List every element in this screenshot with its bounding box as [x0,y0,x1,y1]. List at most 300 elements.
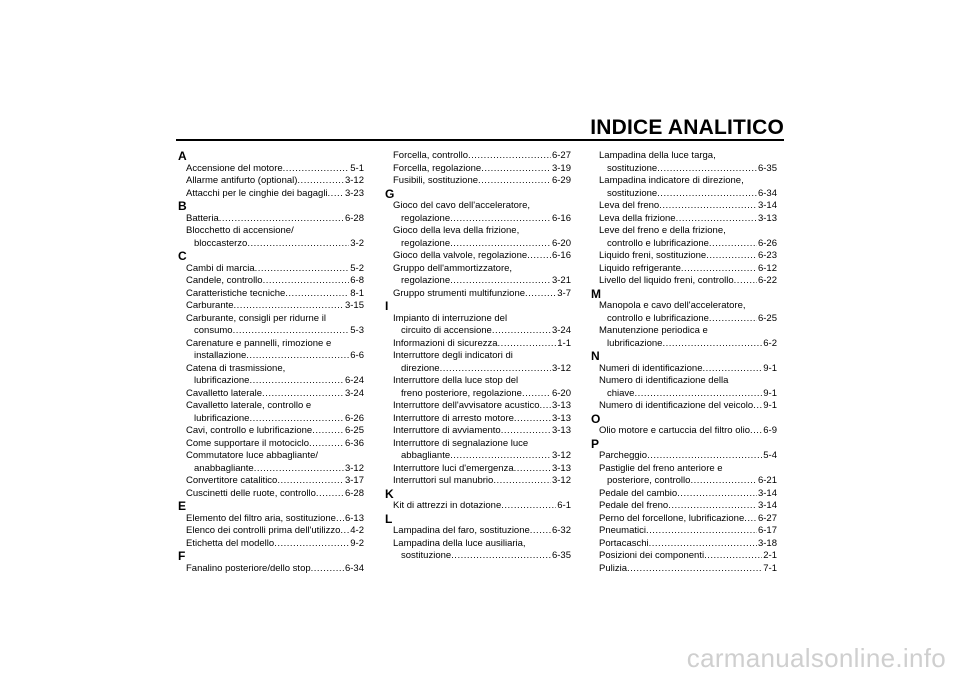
entry-text: anabbagliante [194,462,254,474]
leader-dots [450,238,551,251]
leader-dots [440,363,551,376]
index-entry [591,213,777,226]
leader-dots [703,363,763,376]
entry-text: Cambi di marcia [186,262,255,274]
entry-first-line: Commutatore luce abbagliante/ [186,450,319,461]
leader-dots [657,163,757,176]
leader-dots [750,425,762,438]
entry-first-line: Gioco del cavo dell'acceleratore, [393,200,530,211]
leader-dots [450,213,551,226]
entry-text: direzione [401,362,440,374]
index-entry [178,538,364,551]
page-number: 1-1 [557,337,571,349]
page-number: 6-24 [344,375,364,386]
leader-dots [668,500,757,513]
entry-text: Liquido refrigerante [599,262,681,274]
entry-text: Cavalletto laterale [186,387,263,399]
page-number: 6-1 [557,500,571,511]
entry-line [599,213,777,226]
entry-text: Etichetta del modello [186,537,275,549]
entry-line [186,425,364,438]
section-letter: C [178,249,187,263]
entry-text: regolazione [401,212,451,224]
page-number: 6-28 [344,487,364,499]
entry-text: Interruttore luci d'emergenza [393,462,514,474]
entry-text: sostituzione [607,187,658,199]
index-entry [385,250,571,263]
entry-first-line: Catena di trasmissione, [186,362,286,374]
section-letter: N [591,349,600,363]
entry-line [393,363,571,376]
index-entry [591,538,777,551]
entry-line [599,513,777,526]
entry-text: lubrificazione [194,412,250,424]
page-number: 8-1 [350,287,364,299]
entry-line [599,475,777,488]
leader-dots [492,325,551,338]
entry-line [186,275,364,288]
index-entry [178,213,364,226]
entry-first-line: Blocchetto di accensione/ [186,225,294,236]
leader-dots [501,500,556,513]
index-entry [591,363,777,376]
page-number: 5-2 [350,262,364,274]
leader-dots [285,288,349,301]
leader-dots [468,150,551,163]
entry-text: Interruttore dell'avvisatore acustico [393,400,540,411]
index-entry [178,488,364,501]
entry-text: Posizioni dei componenti [599,550,705,561]
leader-dots [481,163,551,176]
entry-line [599,250,777,263]
page-number: 3-12 [344,175,364,186]
entry-line [393,550,571,563]
page-number: 6-27 [757,512,777,524]
page-number: 9-1 [763,400,777,411]
leader-dots [312,425,344,438]
page-number: 6-25 [344,425,364,436]
entry-line [393,450,571,463]
page-number: 6-26 [344,412,364,424]
index-entry [385,400,571,413]
leader-dots [657,188,757,201]
leader-dots [501,425,551,438]
index-entry [591,550,777,563]
index-entry [591,563,777,576]
page-number: 6-28 [344,212,364,224]
entry-line [393,250,571,263]
leader-dots [734,275,757,288]
page-number: 6-20 [551,237,571,249]
entry-line [599,263,777,276]
entry-line [186,525,364,538]
index-entry [591,500,777,513]
section-letter: B [178,199,187,213]
page-number: 3-13 [551,425,571,436]
entry-text: lubrificazione [194,375,250,386]
entry-first-line: Gruppo dell'ammortizzatore, [393,262,513,274]
entry-text: Interruttore di arresto motore [393,412,514,424]
leader-dots [677,488,757,501]
section-letter: E [178,499,187,513]
leader-dots [706,250,757,263]
leader-dots [247,238,349,251]
entry-text: Perno del forcellone, lubrificazione [599,512,745,524]
entry-text: Attacchi per le cinghie dei bagagli [186,187,328,199]
entry-text: Allarme antifurto (optional) [186,175,298,186]
entry-line [393,525,571,538]
page-number: 3-23 [344,187,364,199]
entry-first-line: Manutenzione periodica e [599,325,708,336]
entry-text: Livello del liquido freni, controllo [599,275,734,286]
page-number: 5-3 [350,325,364,336]
leader-dots [316,488,344,501]
entry-text: Caratteristiche tecniche [186,287,286,299]
page-number: 3-18 [757,537,777,549]
entry-text: Carburante [186,300,234,311]
leader-dots [233,325,350,338]
index-entry [591,150,777,175]
entry-text: Accensione del motore [186,162,283,174]
leader-dots [478,175,551,188]
index-entry [385,375,571,400]
entry-text: Cuscinetti delle ruote, controllo [186,487,316,499]
leader-dots [530,525,551,538]
entry-text: Kit di attrezzi in dotazione [393,500,502,511]
index-entry [178,475,364,488]
page-number: 6-23 [757,250,777,261]
entry-line [599,500,777,513]
leader-dots [647,450,762,463]
index-entry [385,475,571,488]
entry-text: Pedale del cambio [599,487,678,499]
entry-first-line: Carburante, consigli per ridurne il [186,312,326,324]
page-number: 3-7 [557,287,571,299]
entry-text: Olio motore e cartuccia del filtro olio [599,425,751,436]
entry-line [186,300,364,313]
section-letter: K [385,486,394,501]
section-letter: F [178,549,186,563]
index-entry [385,313,571,338]
index-entry [591,263,777,276]
page-number: 3-13 [551,412,571,424]
page-number: 9-1 [763,387,777,399]
entry-text: regolazione [401,275,451,286]
page-number: 6-21 [757,475,777,486]
index-entry [385,150,571,163]
entry-text: abbagliante [401,450,451,461]
leader-dots [450,275,551,288]
index-entry [385,200,571,225]
entry-first-line: Cavalletto laterale, controllo e [186,400,312,411]
leader-dots [249,375,344,388]
entry-text: lubrificazione [607,337,663,349]
entry-first-line: Gioco della leva della frizione, [393,225,520,236]
entry-text: sostituzione [401,550,452,561]
leader-dots [709,238,757,251]
page-number: 6-16 [551,250,571,261]
entry-line [393,163,571,176]
page-number: 6-16 [551,212,571,224]
page-number: 6-26 [757,237,777,249]
entry-line [599,275,777,288]
leader-dots [277,475,344,488]
index-entry [178,188,364,201]
entry-text: installazione [194,350,247,361]
leader-dots [704,550,762,563]
entry-line [186,175,364,188]
entry-line [393,213,571,226]
entry-line [186,388,364,401]
index-entry [591,225,777,250]
page-number: 5-1 [350,162,364,174]
page-number: 7-1 [763,562,777,574]
entry-text: Fanalino posteriore/dello stop [186,562,311,574]
entry-line [186,238,364,251]
index-entry [385,463,571,476]
page-number: 3-12 [551,475,571,486]
entry-line [599,550,777,563]
leader-dots [634,388,762,401]
entry-line [599,313,777,326]
entry-line [599,425,777,438]
entry-line [186,413,364,426]
entry-line [393,288,571,301]
watermark: carmanualsonline.info [686,643,946,673]
entry-line [186,475,364,488]
leader-dots [540,400,551,413]
page-number: 6-34 [344,562,364,574]
entry-line [186,538,364,551]
page-number: 5-4 [763,450,777,461]
entry-first-line: Lampadina della luce ausiliaria, [393,537,526,549]
leader-dots [690,475,757,488]
leader-dots [514,463,551,476]
entry-line [186,488,364,501]
page-number: 3-21 [551,275,571,286]
entry-line [186,438,364,451]
entry-text: Pedale del freno [599,500,669,511]
section-letter: P [591,436,600,451]
leader-dots [498,338,557,351]
entry-line [599,488,777,501]
index-entry [178,275,364,288]
leader-dots [254,463,344,476]
entry-text: Interruttore di avviamento [393,425,501,436]
entry-text: regolazione [401,237,451,249]
entry-line [186,188,364,201]
page-number: 3-12 [551,362,571,374]
entry-text: Leva della frizione [599,212,676,224]
index-entry [591,275,777,288]
leader-dots [709,313,757,326]
entry-text: consumo [194,325,233,336]
entry-text: controllo e lubrificazione [607,237,709,249]
entry-first-line: Leve del freno e della frizione, [599,225,726,236]
entry-text: Interruttori sul manubrio [393,475,494,486]
leader-dots [297,175,344,188]
page-number: 6-36 [344,437,364,449]
leader-dots [219,213,344,226]
index-entry [178,400,364,425]
entry-text: posteriore, controllo [607,475,691,486]
index-entry [385,225,571,250]
index-entry [178,288,364,301]
leader-dots [311,563,344,576]
entry-line [599,200,777,213]
section-letter: O [591,411,601,426]
entry-text: Pneumatici [599,525,646,536]
entry-line [599,338,777,351]
page-number: 6-2 [763,337,777,349]
index-entry [178,388,364,401]
entry-line [599,188,777,201]
leader-dots [662,338,762,351]
index-entry [385,525,571,538]
entry-text: Portacaschi [599,537,649,549]
entry-text: Numeri di identificazione [599,362,703,374]
index-entry [385,288,571,301]
entry-text: controllo e lubrificazione [607,312,709,324]
section-letter: M [591,286,601,301]
entry-line [393,500,571,513]
entry-line [186,563,364,576]
leader-dots [646,525,757,538]
index-entry [591,525,777,538]
entry-text: Forcella, regolazione [393,162,482,174]
entry-text: Cavi, controllo e lubrificazione [186,425,313,436]
index-entry [385,438,571,463]
page-number: 3-17 [344,475,364,486]
index-entry [178,438,364,451]
leader-dots [262,388,344,401]
leader-dots [676,213,757,226]
index-entry [385,500,571,513]
entry-text: Liquido freni, sostituzione [599,250,707,261]
entry-line [393,238,571,251]
entry-line [599,400,777,413]
entry-line [393,475,571,488]
page-title: INDICE ANALITICO [590,116,784,139]
entry-line [599,563,777,576]
index-entry [178,263,364,276]
entry-text: freno posteriore, regolazione [401,387,522,399]
index-entry [591,400,777,413]
leader-dots [493,475,551,488]
entry-first-line: Pastiglie del freno anteriore e [599,462,723,474]
entry-line [393,425,571,438]
entry-line [186,463,364,476]
entry-text: chiave [607,387,635,399]
index-entry [591,300,777,325]
page-number: 6-8 [350,275,364,286]
entry-first-line: Numero di identificazione della [599,375,729,386]
entry-line [599,525,777,538]
page-number: 4-2 [350,525,364,536]
page-number: 3-13 [551,400,571,411]
entry-text: Lampadina del faro, sostituzione [393,525,530,536]
index-entry [178,313,364,338]
index-entry [385,538,571,563]
leader-dots [274,538,349,551]
index-entry [591,200,777,213]
page-number: 6-25 [757,312,777,324]
entry-text: Forcella, controllo [393,150,468,161]
leader-dots [753,400,762,413]
page-number: 6-32 [551,525,571,536]
index-entry [178,300,364,313]
entry-text: Come supportare il motociclo [186,437,310,449]
leader-dots [340,525,349,538]
page-number: 3-12 [551,450,571,461]
index-entry [591,250,777,263]
entry-text: bloccasterzo [194,237,248,249]
index-column-2 [385,150,571,563]
index-entry [385,425,571,438]
leader-dots [234,300,344,313]
entry-first-line: Interruttore di segnalazione luce [393,437,529,449]
page-number: 3-24 [344,387,364,399]
entry-line [599,450,777,463]
page-number: 6-13 [344,512,364,524]
entry-line [186,263,364,276]
leader-dots [450,450,551,463]
index-entry [178,225,364,250]
entry-text: Elenco dei controlli prima dell'utilizzo [186,525,341,536]
title-rule [176,139,784,141]
entry-line [393,463,571,476]
section-letter: G [385,186,395,201]
index-entry [385,350,571,375]
leader-dots [263,275,350,288]
page-number: 3-13 [551,462,571,474]
leader-dots [514,413,551,426]
index-entry [591,375,777,400]
entry-text: Pulizia [599,562,627,574]
entry-text: Numero di identificazione del veicolo [599,400,754,411]
entry-text: Gruppo strumenti multifunzione [393,287,526,299]
index-entry [591,513,777,526]
page-number: 6-6 [350,350,364,361]
entry-text: sostituzione [607,162,658,174]
page-number: 3-24 [551,325,571,336]
entry-line [393,388,571,401]
leader-dots [283,163,350,176]
index-entry [178,563,364,576]
entry-line [186,288,364,301]
index-entry [385,163,571,176]
leader-dots [659,200,757,213]
entry-first-line: Manopola e cavo dell'acceleratore, [599,300,746,311]
page-number: 6-9 [763,425,777,436]
page-number: 3-14 [757,200,777,211]
index-entry [385,263,571,288]
page-number: 6-20 [551,387,571,399]
page-number: 3-13 [757,212,777,224]
entry-line [393,325,571,338]
index-entry [178,163,364,176]
entry-line [393,175,571,188]
leader-dots [744,513,757,526]
entry-text: Informazioni di sicurezza [393,337,498,349]
leader-dots [681,263,757,276]
leader-dots [246,350,349,363]
index-entry [178,425,364,438]
index-entry [178,525,364,538]
page-number: 3-15 [344,300,364,311]
entry-line [186,375,364,388]
leader-dots [522,388,551,401]
